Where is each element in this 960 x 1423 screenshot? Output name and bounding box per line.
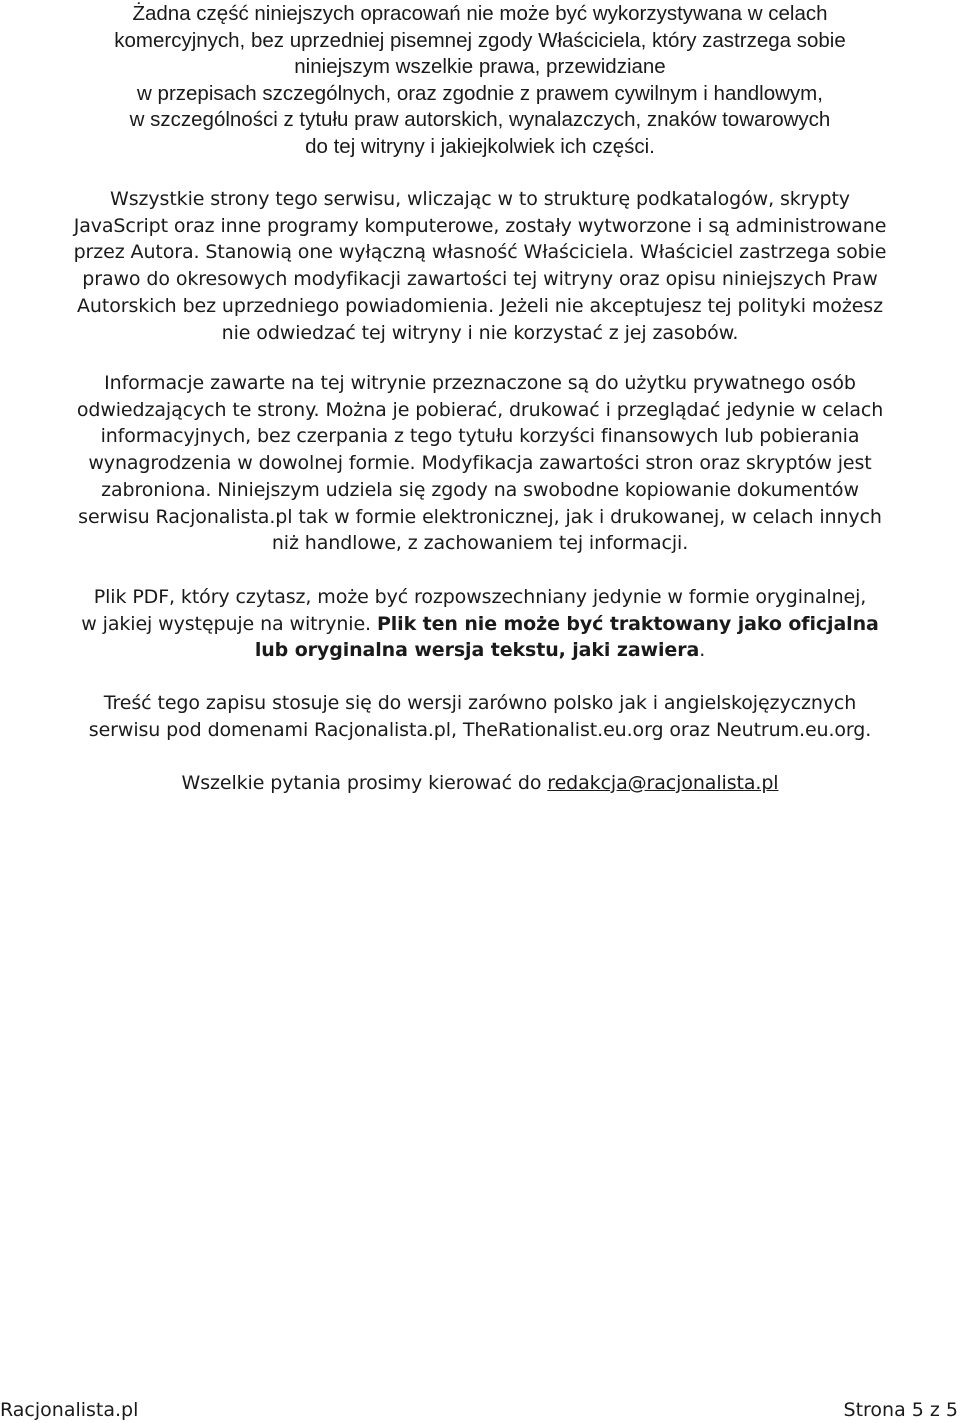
text-line: Wszystkie strony tego serwisu, wliczając w to strukturę podkatalogów, skrypty <box>110 188 850 210</box>
text-line: Plik PDF, który czytasz, może być rozpowszechniany jedynie w formie oryginalnej, <box>93 586 867 608</box>
text-line: w szczególności z tytułu praw autorskich, wynalazczych, znaków towarowych <box>129 108 831 131</box>
text-line: Autorskich bez uprzedniego powiadomienia. Jeżeli nie akceptujesz tej polityki możesz <box>77 294 883 317</box>
text-segment: w jakiej występuje na witrynie. <box>81 612 377 635</box>
text-line: zabroniona. Niniejszym udziela się zgody na swobodne kopiowanie dokumentów <box>101 478 859 501</box>
text-line: nie odwiedzać tej witryny i nie korzystać z jej zasobów. <box>221 321 739 344</box>
text-line: informacyjnych, bez czerpania z tego tytułu korzyści finansowych lub pobierania <box>100 425 860 448</box>
text-line: prawo do okresowych modyfikacji zawartości tej witryny oraz opisu niniejszych Praw <box>82 268 878 291</box>
text-line: komercyjnych, bez uprzedniej pisemnej zgody Właściciela, który zastrzega sobie <box>114 28 846 52</box>
text-line: Informacje zawarte na tej witrynie przeznaczone są do użytku prywatnego osób <box>104 372 856 394</box>
text-line <box>0 637 960 664</box>
footer-page-indicator: Strona 5 z 5 <box>843 1399 958 1421</box>
text-line: niniejszym wszelkie prawa, przewidziane <box>294 55 666 78</box>
contact-text: Wszelkie pytania prosimy kierować do <box>181 772 548 794</box>
text-line: w przepisach szczególnych, oraz zgodnie z prawem cywilnym i handlowym, <box>137 81 823 105</box>
text-line <box>0 611 960 638</box>
email-link[interactable]: redakcja@racjonalista.pl <box>547 772 779 794</box>
copyright-paragraph <box>0 1 960 160</box>
bold-notice-text: lub oryginalna wersja tekstu, jaki zawiera <box>254 639 700 662</box>
domains-paragraph <box>0 690 960 743</box>
bold-notice-text: Plik ten nie może być traktowany jako oficjalna <box>376 612 879 635</box>
text-line: Żadna część niniejszych opracowań nie może być wykorzystywana w celach <box>132 2 828 25</box>
text-line: Treść tego zapisu stosuje się do wersji zarówno polsko jak i angielskojęzycznych <box>103 692 857 714</box>
text-segment: . <box>699 639 706 662</box>
text-line: do tej witryny i jakiejkolwiek ich części. <box>305 134 655 158</box>
text-line: niż handlowe, z zachowaniem tej informacji. <box>271 532 689 555</box>
pdf-notice-paragraph <box>0 584 960 664</box>
text-line: serwisu pod domenami Racjonalista.pl, TheRationalist.eu.org oraz Neutrum.eu.org. <box>88 718 872 741</box>
text-line: przez Autora. Stanowią one wyłączną własność Właściciela. Właściciel zastrzega sobie <box>73 241 887 264</box>
text-line: odwiedzających te strony. Można je pobierać, drukować i przeglądać jedynie w celach <box>76 398 884 421</box>
ownership-paragraph <box>0 186 960 346</box>
text-line: serwisu Racjonalista.pl tak w formie elektronicznej, jak i drukowanej, w celach innych <box>78 505 882 528</box>
contact-paragraph <box>0 770 960 797</box>
footer-site-name: Racjonalista.pl <box>0 1399 139 1421</box>
text-line: wynagrodzenia w dowolnej formie. Modyfikacja zawartości stron oraz skryptów jest <box>88 452 872 475</box>
text-line <box>0 770 960 797</box>
text-line: JavaScript oraz inne programy komputerowe, zostały wytworzone i są administrowane <box>73 214 887 237</box>
usage-paragraph <box>0 370 960 557</box>
